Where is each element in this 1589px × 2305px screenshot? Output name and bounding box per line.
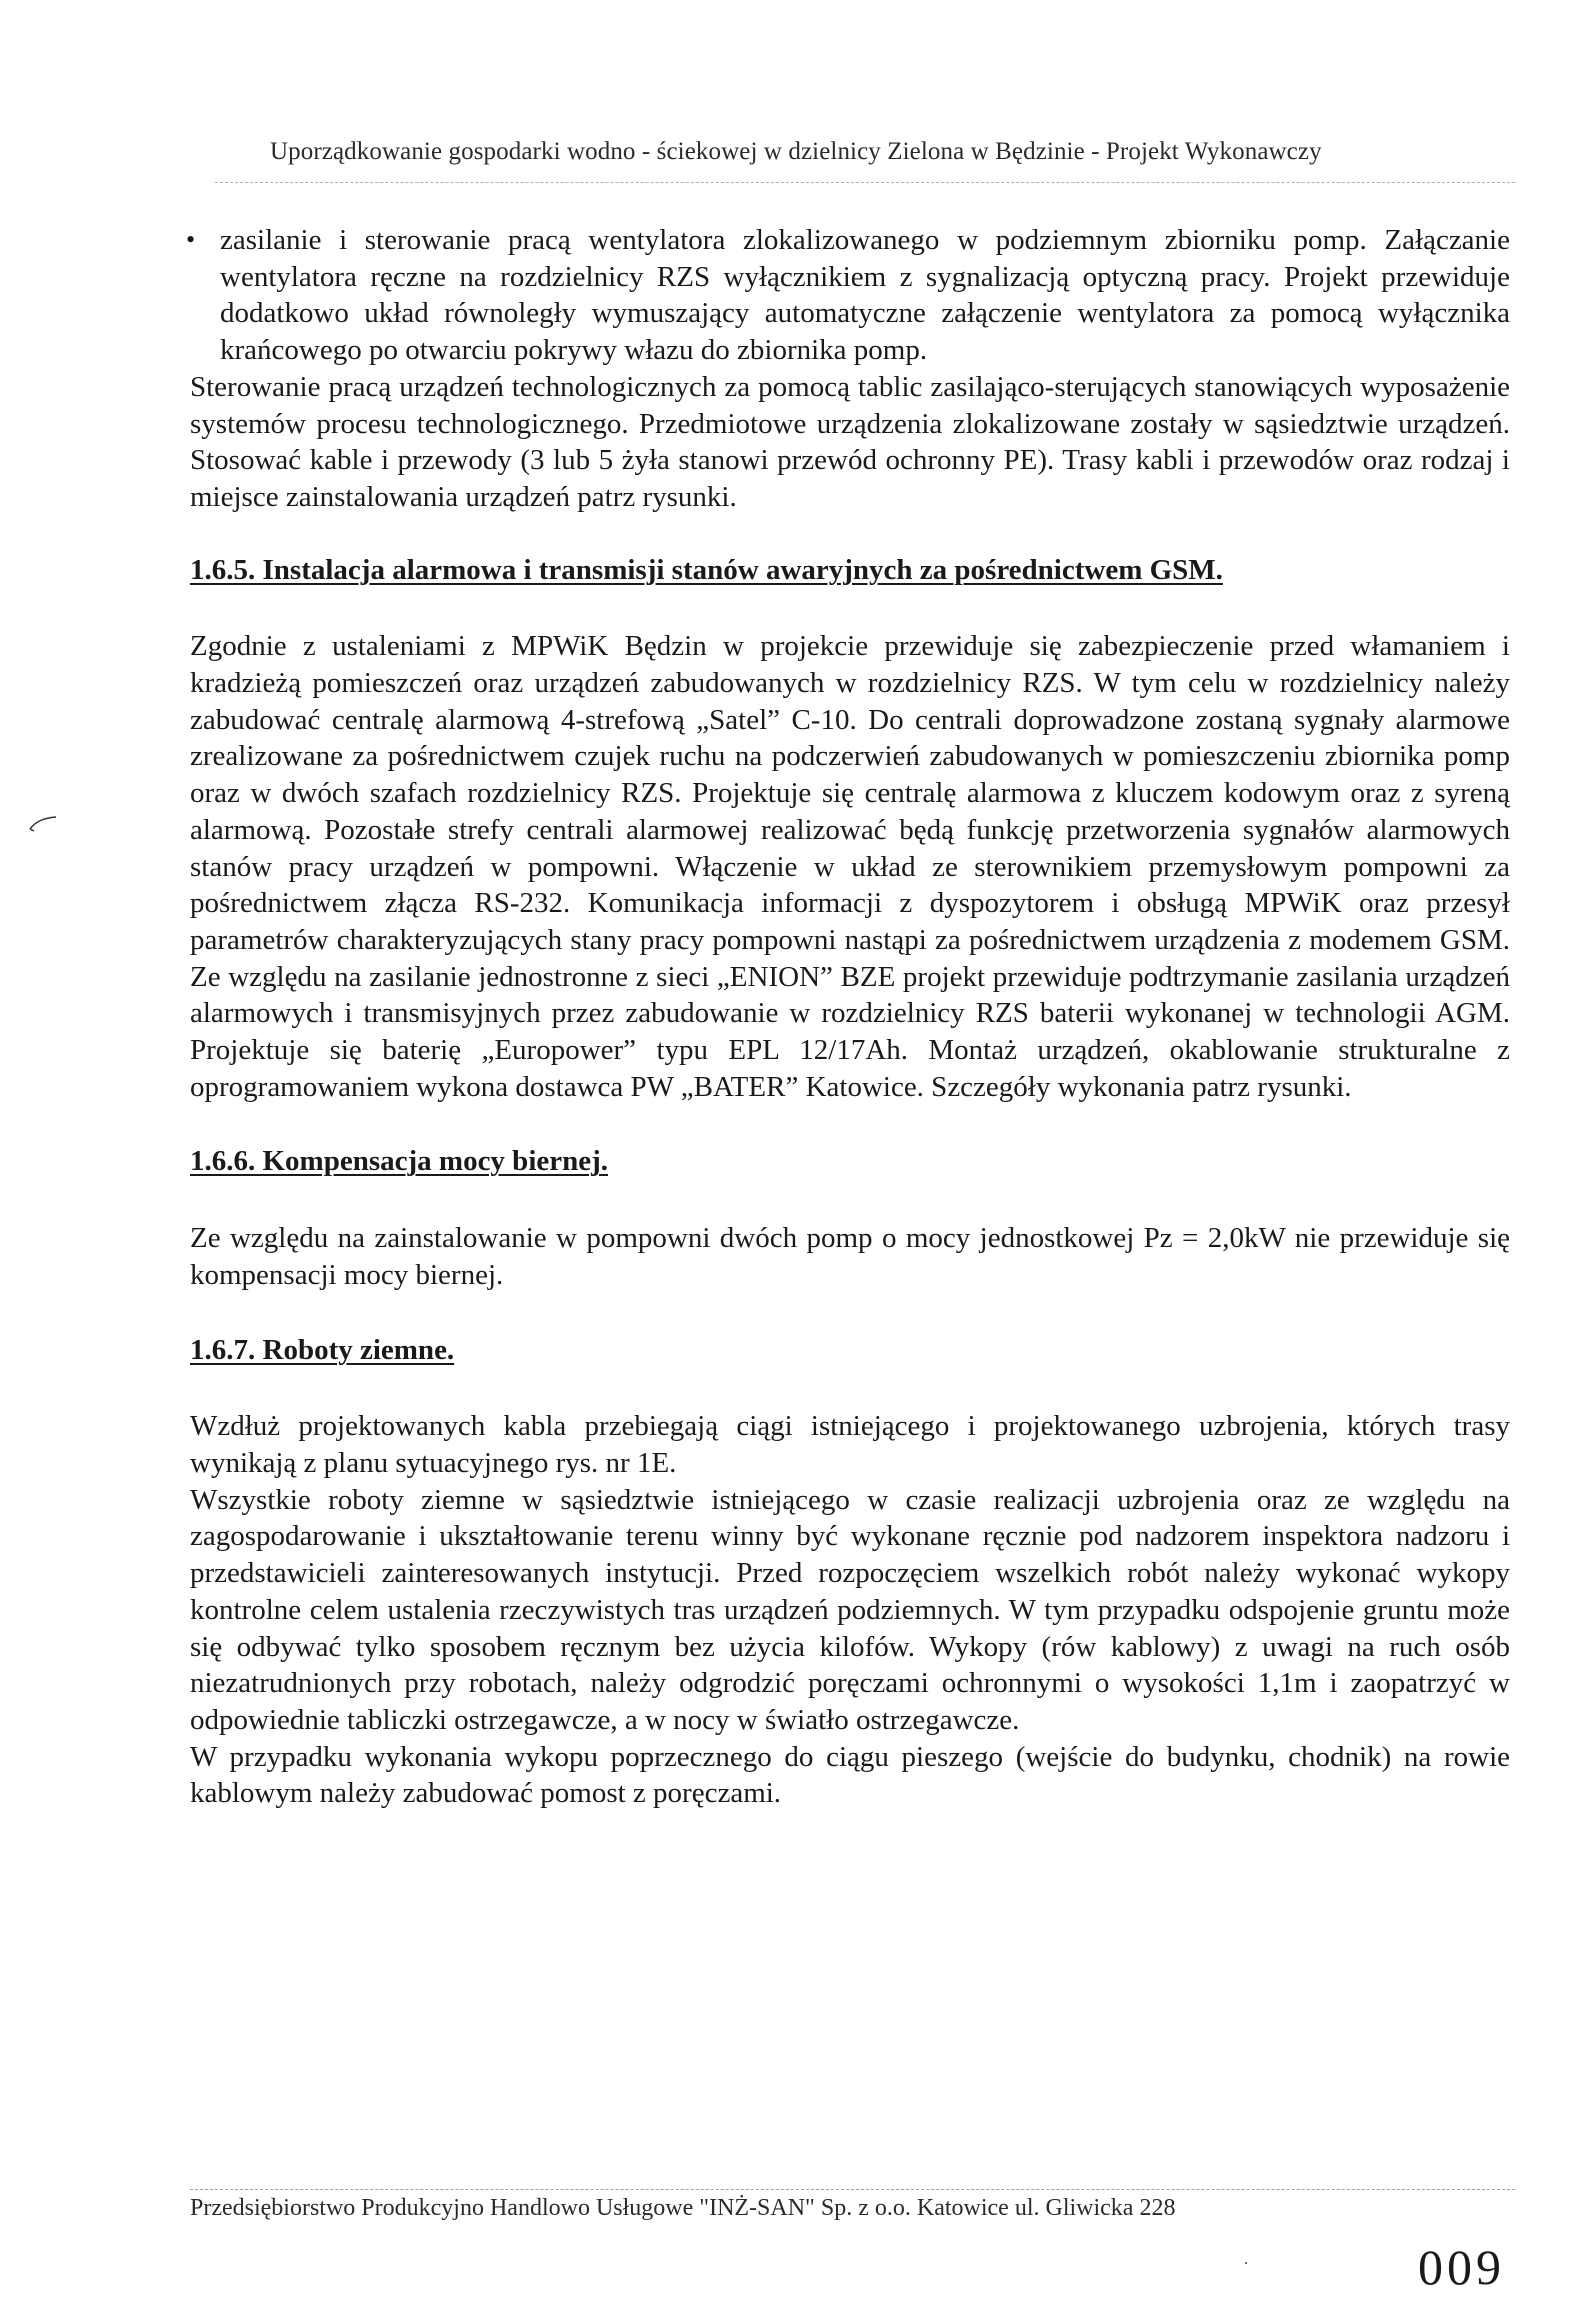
section-heading-1-6-7: 1.6.7. Roboty ziemne. <box>190 1333 455 1366</box>
page-number: 009 <box>1418 2239 1505 2295</box>
section-paragraph: Ze względu na zainstalowanie w pompowni dwóch pomp o mocy jednostkowej Pz = 2,0kW nie przewiduje się kompensacji mocy biernej. <box>190 1222 1510 1291</box>
footer-company: Przedsiębiorstwo Produkcyjno Handlowo Usługowe "INŻ-SAN" Sp. z o.o. Katowice ul. Gliwicka 228 <box>190 2195 1176 2221</box>
scan-speck <box>1245 2262 1247 2264</box>
section-paragraph: Wszystkie roboty ziemne w sąsiedztwie istniejącego w czasie realizacji uzbrojenia oraz ze względu na zagospodarowanie i ukształtowanie terenu winny być wykonane ręcznie pod nadzorem inspektora nadzoru i przedstawicieli zainteresowanych instytucji. Przed rozpoczęciem wszelkich robót należy wykonać wykopy kontrolne celem ustalenia rzeczywistych tras urządzeń podziemnych. W tym przypadku odspojenie gruntu może się odbywać tylko sposobem ręcznym bez użycia kilofów. Wykopy (rów kablowy) z uwagi na ruch osób niezatrudnionych przy robotach, należy odgrodzić poręczami ochronnymi o wysokości 1,1m i zaopatrzyć w odpowiednie tabliczki ostrzegawcze, a w nocy w światło ostrzegawcze. <box>190 1483 1510 1736</box>
page-header: Uporządkowanie gospodarki wodno - ściekowej w dzielnicy Zielona w Będzinie - Projekt Wykonawczy <box>270 138 1322 165</box>
margin-check-mark-icon <box>28 815 58 833</box>
header-rule <box>215 182 1515 183</box>
document-body <box>186 222 1510 1812</box>
section-paragraph: Wzdłuż projektowanych kabla przebiegają ciągi istniejącego i projektowanego uzbrojenia, których trasy wynikają z planu sytuacyjnego rys. nr 1E. <box>190 1410 1510 1479</box>
bullet-text: zasilanie i sterowanie pracą wentylatora zlokalizowanego w podziemnym zbiorniku pomp. Załączanie wentylatora ręczne na rozdzielnicy RZS wyłącznikiem z sygnalizacją optyczną pracy. Projekt przewiduje dodatkowo układ równoległy wymuszający automatyczne załączenie wentylatora za pomocą wyłącznika krańcowego po otwarciu pokrywy włazu do zbiornika pomp. <box>220 224 1510 367</box>
section-heading-1-6-5: 1.6.5. Instalacja alarmowa i transmisji stanów awaryjnych za pośrednictwem GSM. <box>190 553 1223 586</box>
bullet-icon: • <box>186 225 196 254</box>
section-paragraph: Zgodnie z ustaleniami z MPWiK Będzin w projekcie przewiduje się zabezpieczenie przed włamaniem i kradzieżą pomieszczeń oraz urządzeń zabudowanych w rozdzielnicy RZS. W tym celu w rozdzielnicy należy zabudować centralę alarmową 4-strefową „Satel” C-10. Do centrali doprowadzone zostaną sygnały alarmowe zrealizowane za pośrednictwem czujek ruchu na podczerwień zabudowanych w pomieszczeniu zbiornika pomp oraz w dwóch szafach rozdzielnicy RZS. Projektuje się centralę alarmowa z kluczem kodowym oraz z syreną alarmową. Pozostałe strefy centrali alarmowej realizować będą funkcję przetworzenia sygnałów alarmowych stanów pracy urządzeń w pompowni. Włączenie w układ ze sterownikiem przemysłowym pompowni za pośrednictwem złącza RS-232. Komunikacja informacji z dyspozytorem i obsługą MPWiK oraz przesył parametrów charakteryzujących stany pracy pompowni nastąpi za pośrednictwem urządzenia z modemem GSM. Ze względu na zasilanie jednostronne z sieci „ENION” BZE projekt przewiduje podtrzymanie zasilania urządzeń alarmowych i transmisyjnych przez zabudowanie w rozdzielnicy RZS baterii wykonanej w technologii AGM. Projektuje się baterię „Europower” typu EPL 12/17Ah. Montaż urządzeń, okablowanie strukturalne z oprogramowaniem wykona dostawca PW „BATER” Katowice. Szczegóły wykonania patrz rysunki. <box>190 630 1510 1103</box>
intro-paragraph: Sterowanie pracą urządzeń technologicznych za pomocą tablic zasilająco-sterujących stanowiących wyposażenie systemów procesu technologicznego. Przedmiotowe urządzenia zlokalizowane zostały w sąsiedztwie urządzeń. Stosować kable i przewody (3 lub 5 żyła stanowi przewód ochronny PE). Trasy kabli i przewodów oraz rodzaj i miejsce zainstalowania urządzeń patrz rysunki. <box>190 370 1510 513</box>
footer-rule <box>190 2189 1515 2190</box>
section-paragraph: W przypadku wykonania wykopu poprzecznego do ciągu pieszego (wejście do budynku, chodnik) na rowie kablowym należy zabudować pomost z poręczami. <box>190 1740 1510 1810</box>
bullet-item <box>186 222 1510 369</box>
section-heading-1-6-6: 1.6.6. Kompensacja mocy biernej. <box>190 1145 609 1178</box>
